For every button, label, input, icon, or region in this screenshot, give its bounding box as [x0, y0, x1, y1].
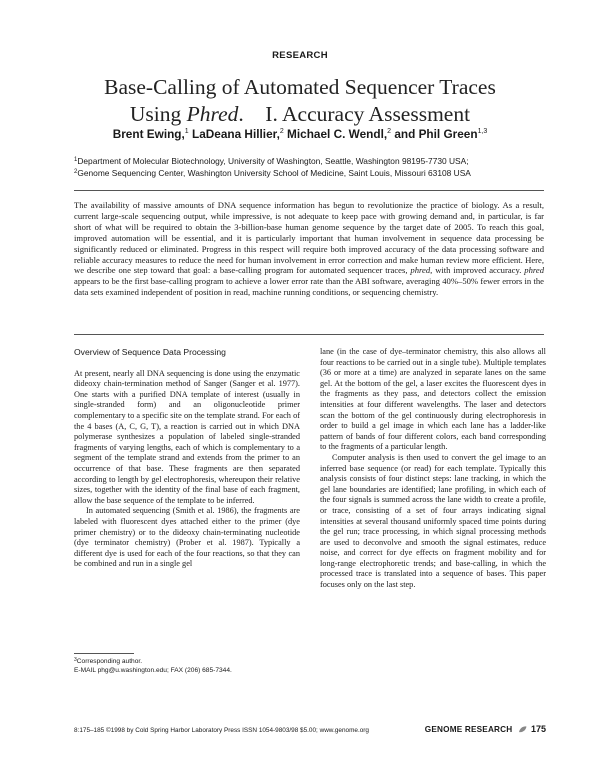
footnote-contact: E-MAIL phg@u.washington.edu; FAX (206) 685-7344. [74, 667, 232, 674]
paragraph: In automated sequencing (Smith et al. 1986), the fragments are labeled with fluorescent dyes attached either to the primer (dye primer chemistry) or to the dideoxy chain-terminating nucleotide (dye terminator chemistry) (Prober et al. 1987). Typically a different dye is used for each of the four reactions, so that they can be combined and run in a single gel [74, 506, 300, 569]
footer-journal [420, 724, 546, 734]
footer-citation: 8:175–185 ©1998 by Cold Spring Harbor Laboratory Press ISSN 1054-9803/98 $5.00; www.genome.org [74, 727, 369, 734]
title-line-2: Using Phred. I. Accuracy Assessment [129, 102, 471, 126]
author-affil-mark: 2 [279, 128, 284, 135]
author-affil-mark: 2 [387, 128, 392, 135]
author-name: Brent Ewing, [112, 127, 185, 141]
author-affil-mark: 1 [184, 128, 189, 135]
affiliation-1: $^1$Department of Molecular Biotechnology, University of Washington, Seattle, Washington 98195-7730 USA; [74, 156, 469, 166]
title-line-1: Base-Calling of Automated Sequencer Traces [104, 75, 496, 99]
abstract: The availability of massive amounts of DNA sequence information has begun to revolutionize the practice of biology. As a result, current large-scale sequencing output, while impressive, is not adequate to keep pace with growing demand and, in particular, is far short of what will be required to obtain the 3-billion-base human genome sequence by the target date of 2005. To reach this goal, improved automation will be essential, and it is particularly important that human involvement in sequence data processing be significantly reduced or eliminated. Progress in this respect will require both improved accuracy of the data processing software and reliable accuracy measures to reduce the need for human involvement in error correction and make human review more efficient. Here, we describe one step toward that goal: a base-calling program for automated sequencer traces, phred, with improved accuracy. phred appears to be the first base-calling program to achieve a lower error rate than the ABI software, averaging 40%–50% fewer errors in the data sets examined independent of position in read, machine running conditions, or sequencing chemistry. [74, 200, 544, 298]
leaf-icon [518, 726, 527, 733]
paragraph: Computer analysis is then used to convert the gel image to an inferred base sequence (or read) for each template. Typically this analysis consists of four distinct steps: lane tracking, in which the gel lane boundaries are identified; lane profiling, in which each of the four signals is summed across the lane width to create a profile, or trace, consisting of a set of four arrays indicating signal intensities at several thousand uniformly spaced time points during the gel run; trace processing, in which signal processing methods are used to deconvolve and smooth the signal estimates, reduce noise, and correct for dye effects on fragment mobility and for long-range electrophoretic trends; and base-calling, in which the processed trace is translated into a sequence of bases. This paper focuses only on the last step. [320, 452, 546, 590]
affiliation-2: $^2$Genome Sequencing Center, Washington University School of Medicine, Saint Louis, Missouri 63108 USA [74, 168, 471, 179]
phred-italic: Phred [186, 102, 239, 126]
author-list [20, 127, 580, 141]
author-name: LaDeana Hillier, [191, 127, 280, 141]
author-name: Michael C. Wendl, [287, 127, 388, 141]
journal-name: GENOME RESEARCH [424, 725, 513, 734]
abstract-bottom-rule [74, 334, 544, 335]
author-name: and Phil Green [394, 127, 478, 141]
section-label: RESEARCH [272, 50, 328, 61]
footnote-corresponding: $^3$Corresponding author. [74, 657, 143, 665]
abstract-top-rule [74, 190, 544, 191]
article-title [40, 74, 560, 128]
paragraph: At present, nearly all DNA sequencing is done using the enzymatic dideoxy chain-termination method of Sanger (Sanger et al. 1977). One starts with a purified DNA template of interest (usually in single-stranded form) and an oligonucleotide primer complementary to a specific site on the template strand. For each of the 4 bases (A, C, G, T), a reaction is carried out in which DNA polymerase synthesizes a population of labeled single-stranded fragments of varying lengths, each of which is complementary to a segment of the template strand and extends from the primer to an occurrence of that base. These fragments are then separated according to length by gel electrophoresis, whereupon their relative sizes, together with the identity of the final base of each fragment, allow the base sequence of the template to be inferred. [74, 368, 300, 505]
paragraph: lane (in the case of dye–terminator chemistry, this also allows all four reactions to be carried out in a single tube). Multiple templates (36 or more at a time) are analyzed in separate lanes on the same gel. At the bottom of the gel, a laser excites the fluorescent dyes in the fragments as they pass, and detectors collect the emission intensities at four different wavelengths. The laser and detectors scan the bottom of the gel continuously during electrophoresis in order to build a gel image in which each lane has a ladder-like pattern of bands of four different colors, each band corresponding to the fragments of a particular length. [320, 347, 546, 452]
footnote [74, 656, 300, 675]
footnote-rule [74, 653, 134, 654]
affiliations [74, 155, 554, 180]
author-affil-mark: 1,3 [477, 128, 488, 135]
body-column-right [320, 347, 546, 591]
body-column-left [74, 347, 300, 570]
section-heading: Overview of Sequence Data Processing [74, 347, 226, 357]
page-number: 175 [530, 724, 546, 734]
